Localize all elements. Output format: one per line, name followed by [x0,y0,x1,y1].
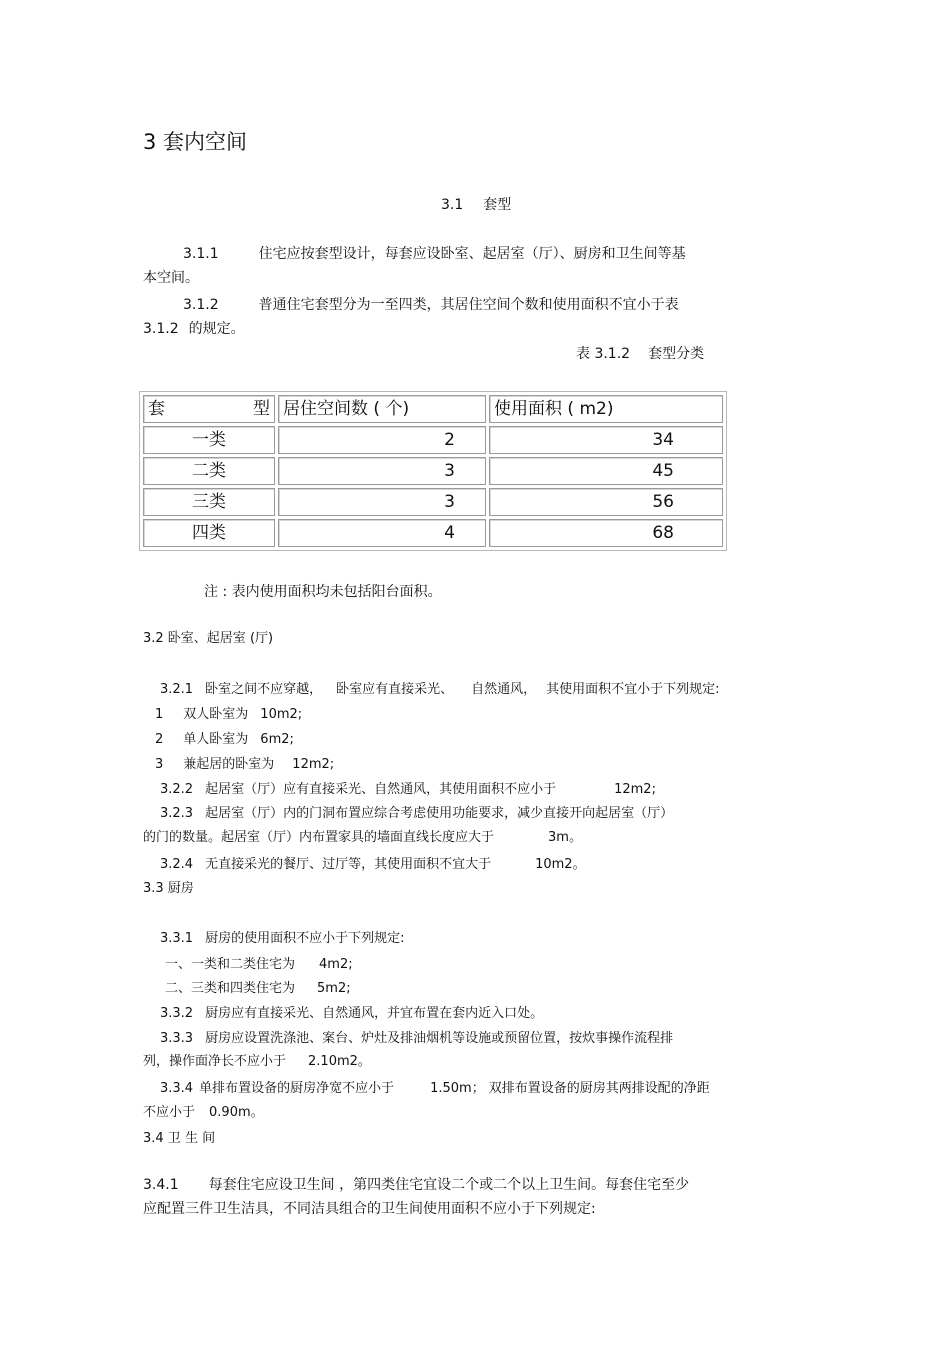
clause-3-3-4-line1 [160,1080,710,1098]
clause-3-2-2 [160,781,656,799]
clause-text: 每套住宅应设卫生间 ，第四类住宅宜设二个或二个以上卫生间。每套住宅至少 [208,1177,690,1193]
clause-3-1-1-line2: 本空间。 [143,270,199,286]
cell-area: 68 [489,519,723,547]
clause-text: 厨房的使用面积不应小于下列规定: [205,931,405,946]
clause-text-a: 单排布置设备的厨房净宽不应小于 [199,1081,395,1096]
dwelling-type-table [139,391,727,551]
list-item [165,956,353,974]
clause-text-d: 其使用面积不宜小于下列规定: [546,682,720,697]
item-text: 二、三类和四类住宅为 [165,981,296,996]
table-row [143,457,723,485]
section-number: 3.1 [441,197,464,213]
clause-value: 10m2。 [535,857,586,872]
item-value: 4m2; [319,957,353,972]
clause-3-1-2-line1 [183,296,679,314]
list-item [155,731,294,749]
cell-area: 56 [489,488,723,516]
clause-number: 3.3.2 [160,1006,194,1021]
clause-3-3-3-line2 [143,1053,371,1071]
clause-3-2-1 [160,681,720,699]
header-type [143,395,275,423]
item-value: 10m2; [260,707,303,722]
clause-number: 3.4.1 [143,1177,179,1193]
section-3-1-heading [441,196,511,214]
clause-value-a: 1.50m； [430,1081,485,1096]
header-type-char1: 套 [148,399,165,419]
clause-3-3-1 [160,930,404,948]
item-number: 3 [155,757,164,772]
clause-number: 3.3.1 [160,931,194,946]
table-row [143,426,723,454]
clause-number: 3.1.1 [183,246,219,262]
clause-text-c: 自然通风， [471,682,537,697]
clause-3-3-4-line2 [143,1104,264,1122]
item-text: 兼起居的卧室为 [183,757,275,772]
item-value: 6m2; [260,732,294,747]
clause-3-4-1-line2: 应配置三件卫生洁具，不同洁具组合的卫生间使用面积不应小于下列规定: [143,1201,596,1217]
cell-type: 二类 [143,457,275,485]
table-caption-number: 表 3.1.2 [576,346,631,362]
item-number: 2 [155,732,164,747]
clause-3-3-3-line1 [160,1030,673,1048]
table-header-row [143,395,723,423]
clause-text: 普通住宅套型分为一至四类，其居住空间个数和使用面积不宜小于表 [258,297,679,313]
clause-number: 3.2.3 [160,806,194,821]
clause-text: 厨房应设置洗涤池、案台、炉灶及排油烟机等设施或预留位置，按炊事操作流程排 [205,1031,674,1046]
item-text: 双人卧室为 [183,707,249,722]
list-item [155,706,302,724]
clause-text: 列，操作面净长不应小于 [143,1054,287,1069]
clause-number: 3.1.2 [183,297,219,313]
cell-area: 45 [489,457,723,485]
clause-3-2-4 [160,856,586,874]
table-caption-title: 套型分类 [648,346,705,362]
section-title: 套型 [483,197,512,213]
header-area: 使用面积 ( m2) [489,395,723,423]
clause-text: 的规定。 [188,321,245,337]
cell-rooms: 4 [278,519,486,547]
cell-rooms: 3 [278,457,486,485]
cell-type: 一类 [143,426,275,454]
clause-number: 3.2.2 [160,782,194,797]
clause-value: 12m2; [614,782,656,797]
cell-rooms: 3 [278,488,486,516]
cell-area: 34 [489,426,723,454]
clause-3-1-2-line2 [143,320,245,338]
table-caption [576,345,704,363]
table-note: 注 : 表内使用面积均未包括阳台面积。 [204,584,442,600]
clause-3-4-1-line1 [143,1176,689,1194]
list-item [165,980,351,998]
section-3-3-heading: 3.3 厨房 [143,881,194,896]
clause-text: 无直接采光的餐厅、过厅等，其使用面积不宜大于 [205,857,492,872]
clause-text-b: 卧室应有直接采光、 [336,682,454,697]
item-value: 12m2; [292,757,335,772]
clause-number: 3.2.1 [160,682,194,697]
clause-number: 3.2.4 [160,857,194,872]
clause-text-b: 双排布置设备的厨房其两排设配的净距 [488,1081,710,1096]
clause-text: 住宅应按套型设计，每套应设卧室、起居室（厅）、厨房和卫生间等基 [258,246,686,262]
clause-3-2-3-line2 [143,829,582,847]
table-row [143,488,723,516]
clause-text: 的门的数量。起居室（厅）内布置家具的墙面直线长度应大于 [143,830,495,845]
item-value: 5m2; [317,981,351,996]
item-text: 一、一类和二类住宅为 [165,957,296,972]
clause-3-2-3-line1 [160,805,673,823]
cell-type: 三类 [143,488,275,516]
section-3-4-heading: 3.4 卫 生 间 [143,1131,216,1146]
clause-text: 不应小于 [143,1105,196,1120]
clause-3-1-1-line1 [183,245,686,263]
item-text: 单人卧室为 [183,732,249,747]
cell-type: 四类 [143,519,275,547]
clause-number: 3.3.3 [160,1031,194,1046]
clause-text: 起居室（厅）内的门洞布置应综合考虑使用功能要求，减少直接开向起居室（厅） [205,806,674,821]
clause-text: 厨房应有直接采光、自然通风，并宜布置在套内近入口处。 [205,1006,544,1021]
clause-number: 3.3.4 [160,1081,194,1096]
list-item [155,756,334,774]
header-type-char2: 型 [253,399,270,419]
clause-value-b: 0.90m。 [209,1105,264,1120]
item-number: 1 [155,707,164,722]
clause-text: 起居室（厅）应有直接采光、自然通风，其使用面积不应小于 [205,782,557,797]
clause-value: 2.10m2。 [308,1054,371,1069]
clause-text-a: 卧室之间不应穿越， [205,682,323,697]
cell-rooms: 2 [278,426,486,454]
clause-value: 3m。 [548,830,582,845]
table-reference: 3.1.2 [143,321,179,337]
clause-3-3-2 [160,1005,543,1023]
table-row [143,519,723,547]
section-3-2-heading: 3.2 卧室、起居室 (厅) [143,631,274,646]
header-rooms: 居住空间数 ( 个) [278,395,486,423]
chapter-title: 3 套内空间 [143,130,248,154]
